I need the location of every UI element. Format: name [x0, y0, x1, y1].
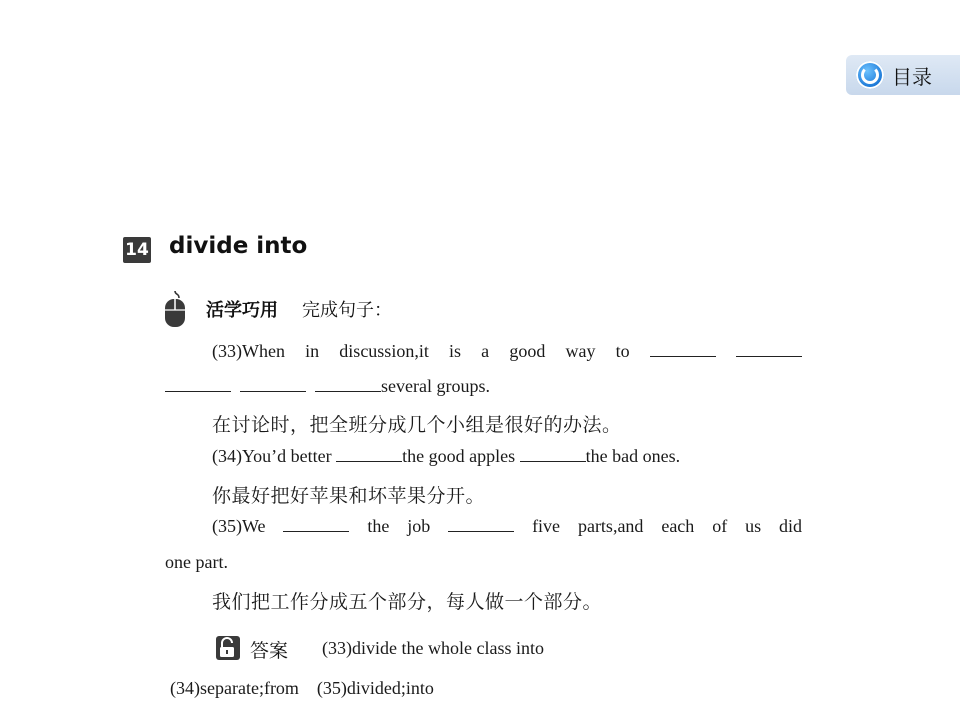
q33-line2: [165, 376, 490, 397]
answer-blank[interactable]: [650, 342, 716, 357]
answer-line1: (33)divide the whole class into: [322, 638, 544, 658]
q34-line: [212, 446, 680, 467]
toc-label: 目录: [892, 64, 932, 89]
answer-blank[interactable]: [240, 377, 306, 392]
q33-line1: [212, 341, 802, 362]
answer-blank[interactable]: [336, 447, 402, 462]
q34-part1: (34)You’d better: [212, 446, 332, 466]
exercise-header: [206, 296, 392, 322]
q35-w2: the job: [367, 516, 431, 536]
section-number-badge: 14: [123, 237, 151, 263]
answer-blank[interactable]: [315, 377, 381, 392]
answer-blank[interactable]: [520, 447, 586, 462]
toc-button[interactable]: [846, 55, 960, 95]
q35-w1: (35)We: [212, 516, 266, 536]
q33-text: (33)When in discussion,it is a good way to: [212, 341, 630, 361]
q35-line2: one part.: [165, 552, 228, 572]
mouse-icon: [163, 290, 187, 328]
q33-translation: 在讨论时，把全班分成几个小组是很好的办法。: [212, 414, 622, 436]
answer-blank[interactable]: [736, 342, 802, 357]
q33-text-end: several groups.: [381, 376, 490, 396]
exercise-category: 活学巧用: [206, 300, 278, 321]
q34-translation: 你最好把好苹果和坏苹果分开。: [212, 485, 486, 507]
q35-w3: five parts,and each of us did: [532, 516, 803, 536]
q35-translation: 我们把工作分成五个部分，每人做一个部分。: [212, 591, 603, 613]
unlock-icon: [215, 635, 241, 661]
answer-blank[interactable]: [165, 377, 231, 392]
answer-blank[interactable]: [283, 517, 349, 532]
exercise-instruction: 完成句子：: [302, 300, 392, 321]
section-title: divide into: [169, 233, 308, 259]
answer-blank[interactable]: [448, 517, 514, 532]
q34-part2: the good apples: [402, 446, 516, 466]
q35-line1: [212, 516, 802, 537]
q34-part3: the bad ones.: [585, 446, 681, 466]
refresh-circle-icon: [856, 61, 884, 89]
answer-label: 答案: [250, 640, 289, 662]
answer-line2: (34)separate;from (35)divided;into: [170, 678, 434, 698]
